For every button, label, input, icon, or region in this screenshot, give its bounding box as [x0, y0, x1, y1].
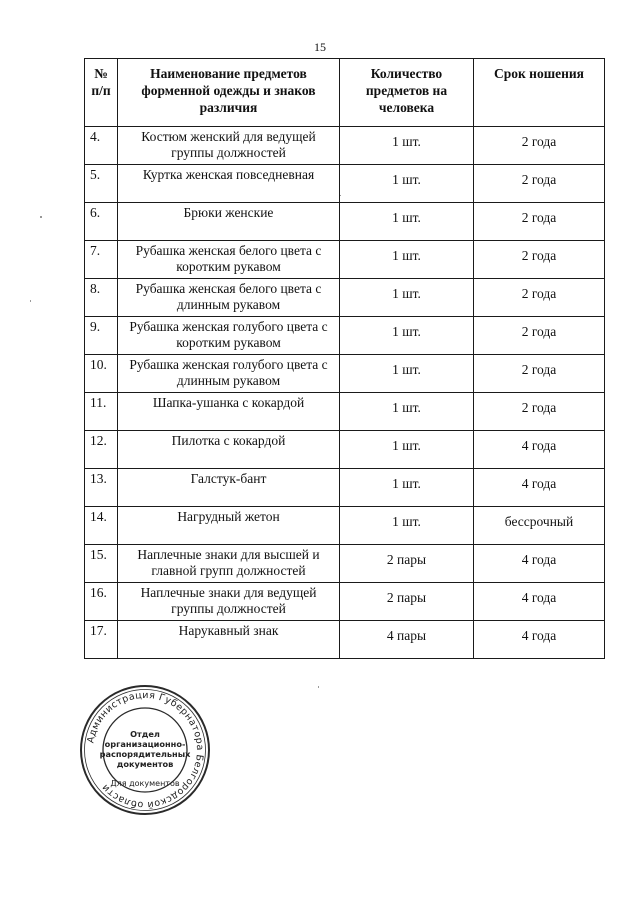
row-num: 15.: [85, 545, 118, 583]
table-row: [85, 469, 605, 507]
row-num: 14.: [85, 507, 118, 545]
row-item-name: Шапка-ушанка с кокардой: [118, 393, 340, 431]
row-item-name: Наплечные знаки для высшей и главной групп должностей: [118, 545, 340, 583]
stamp-line-4: документов: [116, 759, 174, 769]
table-row: [85, 127, 605, 165]
row-num: 12.: [85, 431, 118, 469]
table-row: [85, 507, 605, 545]
row-quantity: 1 шт.: [340, 393, 474, 431]
row-quantity: 1 шт.: [340, 241, 474, 279]
row-item-name: Рубашка женская белого цвета с коротким рукавом: [118, 241, 340, 279]
stamp-bottom-text: Для документов: [110, 779, 180, 788]
row-num: 17.: [85, 621, 118, 659]
scan-speck: [340, 195, 341, 196]
row-quantity: 1 шт.: [340, 317, 474, 355]
row-wear-term: 4 года: [474, 545, 605, 583]
row-wear-term: 4 года: [474, 431, 605, 469]
row-quantity: 1 шт.: [340, 279, 474, 317]
row-quantity: 4 пары: [340, 621, 474, 659]
row-num: 16.: [85, 583, 118, 621]
row-item-name: Рубашка женская белого цвета с длинным рукавом: [118, 279, 340, 317]
row-wear-term: 2 года: [474, 355, 605, 393]
table-row: [85, 241, 605, 279]
table-row: [85, 165, 605, 203]
stamp-line-1: Отдел: [130, 729, 160, 739]
row-item-name: Нагрудный жетон: [118, 507, 340, 545]
row-wear-term: 2 года: [474, 317, 605, 355]
header-num: № п/п: [85, 59, 118, 127]
row-quantity: 1 шт.: [340, 431, 474, 469]
stamp-outer-text: Администрация Губернатора Белгородской области: [85, 689, 206, 811]
row-num: 8.: [85, 279, 118, 317]
row-wear-term: 2 года: [474, 203, 605, 241]
row-num: 9.: [85, 317, 118, 355]
scan-speck: [318, 686, 319, 688]
department-stamp: [78, 683, 212, 817]
page-number: 15: [314, 40, 326, 54]
stamp-line-2: организационно-: [104, 739, 186, 749]
row-item-name: Наплечные знаки для ведущей группы должностей: [118, 583, 340, 621]
row-wear-term: 4 года: [474, 583, 605, 621]
row-wear-term: бессрочный: [474, 507, 605, 545]
scan-speck: [40, 216, 42, 218]
row-num: 5.: [85, 165, 118, 203]
row-item-name: Нарукавный знак: [118, 621, 340, 659]
stamp-line-3: распорядительных: [99, 749, 191, 759]
row-item-name: Пилотка с кокардой: [118, 431, 340, 469]
table-row: [85, 545, 605, 583]
row-item-name: Костюм женский для ведущей группы должностей: [118, 127, 340, 165]
scan-speck: [30, 300, 31, 302]
row-quantity: 1 шт.: [340, 355, 474, 393]
row-quantity: 1 шт.: [340, 469, 474, 507]
row-quantity: 1 шт.: [340, 203, 474, 241]
row-quantity: 1 шт.: [340, 165, 474, 203]
table-header-row: [85, 59, 605, 127]
row-wear-term: 4 года: [474, 621, 605, 659]
row-quantity: 2 пары: [340, 583, 474, 621]
row-num: 11.: [85, 393, 118, 431]
row-wear-term: 4 года: [474, 469, 605, 507]
table-row: [85, 279, 605, 317]
row-num: 7.: [85, 241, 118, 279]
header-term: Срок ношения: [474, 59, 605, 127]
row-wear-term: 2 года: [474, 393, 605, 431]
table-row: [85, 393, 605, 431]
row-item-name: Рубашка женская голубого цвета с длинным рукавом: [118, 355, 340, 393]
uniform-items-table: [84, 58, 605, 659]
table-body: [85, 127, 605, 659]
row-quantity: 1 шт.: [340, 507, 474, 545]
table-row: [85, 621, 605, 659]
table-row: [85, 203, 605, 241]
row-item-name: Рубашка женская голубого цвета с коротким рукавом: [118, 317, 340, 355]
table-row: [85, 355, 605, 393]
row-wear-term: 2 года: [474, 279, 605, 317]
table-row: [85, 431, 605, 469]
header-name: Наименование предметов форменной одежды и знаков различия: [118, 59, 340, 127]
row-num: 6.: [85, 203, 118, 241]
row-wear-term: 2 года: [474, 241, 605, 279]
row-num: 4.: [85, 127, 118, 165]
table-row: [85, 317, 605, 355]
row-num: 10.: [85, 355, 118, 393]
row-item-name: Галстук-бант: [118, 469, 340, 507]
row-num: 13.: [85, 469, 118, 507]
table-row: [85, 583, 605, 621]
row-quantity: 2 пары: [340, 545, 474, 583]
row-quantity: 1 шт.: [340, 127, 474, 165]
row-item-name: Брюки женские: [118, 203, 340, 241]
row-wear-term: 2 года: [474, 165, 605, 203]
header-qty: Количество предметов на человека: [340, 59, 474, 127]
row-wear-term: 2 года: [474, 127, 605, 165]
row-item-name: Куртка женская повседневная: [118, 165, 340, 203]
